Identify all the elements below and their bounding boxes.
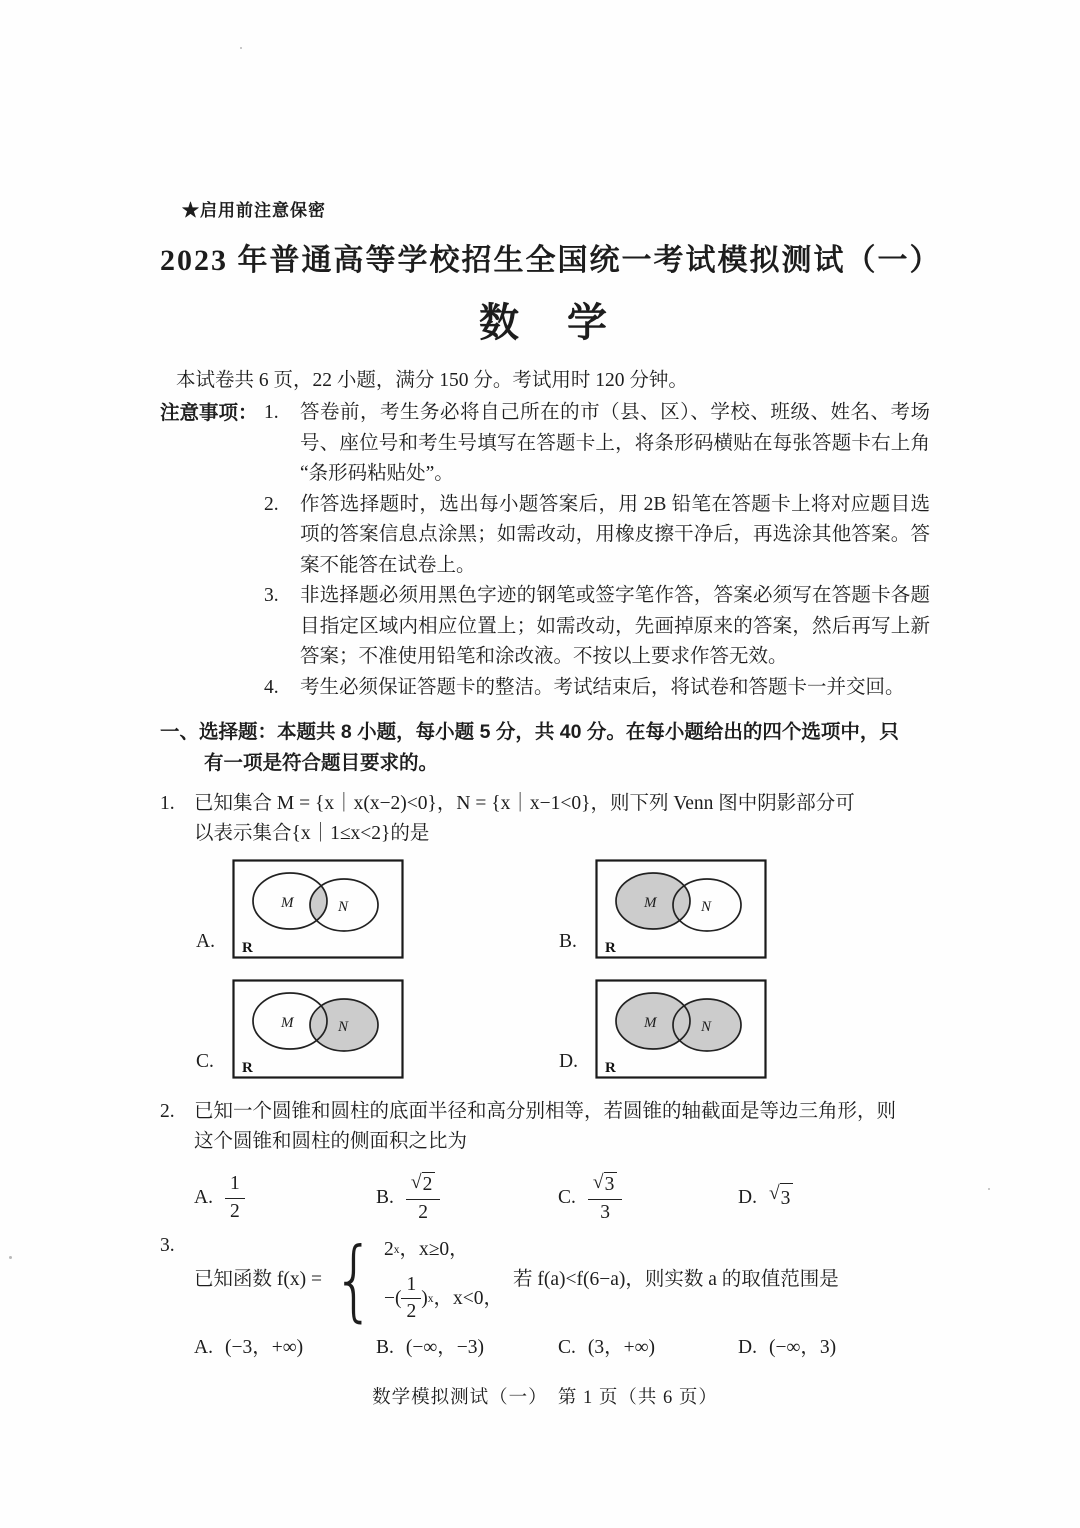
option-label: A. (194, 1187, 213, 1208)
option-label: C. (558, 1187, 576, 1208)
option-letter-d: D. (559, 1051, 578, 1072)
universe-label: R (242, 940, 253, 956)
radical-sign: √ (592, 1172, 604, 1194)
option-value: (3，+∞) (587, 1336, 656, 1358)
question-3-condition: 若 f(a)<f(6−a)，则实数 a 的取值范围是 (512, 1268, 839, 1290)
question-number: 1. (160, 793, 175, 814)
venn-option-d (559, 979, 922, 1079)
venn-diagram-d-union-shaded (595, 979, 767, 1079)
universe-label: R (605, 940, 616, 956)
question-3 (160, 1228, 930, 1363)
fraction-numerator: 1 (401, 1273, 421, 1299)
brace-icon: { (332, 1228, 375, 1332)
section-heading-line1: 一、选择题：本题共 8 小题，每小题 5 分，共 40 分。在每小题给出的四个选项中，只 (160, 721, 899, 743)
q2-option-d (738, 1183, 793, 1214)
set-m-label: M (281, 895, 294, 911)
question-1-line1: 已知集合 M = {x｜x(x−2)<0}，N = {x｜x−1<0}，则下列 Venn 图中阴影部分可 (194, 793, 855, 814)
set-n-label: N (338, 1019, 349, 1035)
fraction (588, 1171, 622, 1225)
case1-condition: ，x≥0， (399, 1239, 469, 1260)
note-number: 1. (264, 402, 279, 423)
question-2 (160, 1097, 930, 1229)
question-2-line1: 已知一个圆锥和圆柱的底面半径和高分别相等，若圆锥的轴截面是等边三角形，则 (194, 1101, 897, 1122)
venn-options-grid (160, 859, 930, 1079)
question-body (194, 1228, 930, 1332)
set-n-label: N (701, 899, 712, 915)
note-text: 作答选择题时，选出每小题答案后，用 2B 铅笔在答题卡上将对应题目选项的答案信息点涂黑；如需改动，用橡皮擦干净后，再选涂其他答案。答案不能答在试卷上。 (300, 493, 930, 576)
scan-speck (988, 1188, 990, 1190)
note-item-2 (160, 490, 930, 582)
scan-speck (240, 47, 242, 49)
option-label: C. (558, 1336, 576, 1358)
scan-speck (9, 1256, 12, 1259)
case1-base: 2 (383, 1239, 394, 1260)
security-notice: ★启用前注意保密 (182, 201, 326, 220)
question-3-options (160, 1333, 930, 1363)
venn-diagram-b-m-shaded (595, 859, 767, 959)
piecewise-cases (384, 1235, 503, 1325)
fraction-denominator: 2 (418, 1201, 428, 1223)
note-text: 答卷前，考生务必将自己所在的市（县、区）、学校、班级、姓名、考场号、座位号和考生号填写在答题卡上，将条形码横贴在每张答题卡右上角“条形码粘贴处”。 (300, 402, 930, 484)
note-text: 非选择题必须用黑色字迹的钢笔或签字笔作答，答案必须写在答题卡各题目指定区域内相应位置上；如需改动，先画掉原来的答案，然后再写上新答案；不准使用铅笔和涂改液。不按以上要求作答无效。 (300, 585, 930, 667)
option-label: B. (376, 1336, 394, 1358)
universe-label: R (605, 1060, 616, 1076)
q3-option-c (558, 1333, 738, 1363)
piecewise-case-2: −( $\frac{1}{2}$ ) x ，x<0， (384, 1273, 503, 1325)
question-2-options (160, 1167, 930, 1229)
fraction (401, 1273, 421, 1325)
q2-option-a (194, 1172, 376, 1224)
note-text: 考生必须保证答题卡的整洁。考试结束后，将试卷和答题卡一并交回。 (300, 676, 905, 698)
set-m-label: M (281, 1015, 294, 1031)
radical-expression (769, 1183, 793, 1214)
option-label: D. (738, 1336, 757, 1358)
note-number: 3. (264, 585, 279, 606)
option-label: A. (194, 1336, 213, 1358)
section-heading-line2: 有一项是符合题目要求的。 (204, 752, 439, 774)
option-value: (−∞，3) (768, 1336, 837, 1358)
page-footer: 数学模拟测试（一） 第 1 页（共 6 页） (372, 1387, 718, 1408)
note-item-1 (160, 398, 930, 490)
question-3-text (160, 1228, 930, 1332)
venn-diagram-a-intersection-shaded (232, 859, 404, 959)
q2-option-c (558, 1171, 738, 1225)
venn-diagram-c-n-shaded (232, 979, 404, 1079)
question-number: 3. (160, 1235, 175, 1256)
universe-label: R (242, 1060, 253, 1076)
question-body (194, 1097, 930, 1157)
question-body (194, 789, 930, 849)
case2-open: −( (383, 1287, 402, 1309)
radicand: 3 (604, 1172, 618, 1197)
piecewise-case-1: 2 x ，x≥0， (384, 1235, 503, 1265)
function-prefix: 已知函数 f(x) = (194, 1268, 322, 1290)
section-choice-heading (160, 717, 930, 779)
question-1-line2: 以表示集合{x｜1≤x<2}的是 (194, 823, 430, 844)
option-label: B. (376, 1187, 394, 1208)
fraction (225, 1172, 245, 1224)
q2-option-b (376, 1171, 558, 1225)
subject-title: 数 学 (479, 300, 611, 345)
question-number: 2. (160, 1101, 175, 1122)
venn-option-a (196, 859, 559, 959)
venn-option-c (196, 979, 559, 1079)
q3-option-b (376, 1333, 558, 1363)
option-label: D. (738, 1187, 757, 1208)
question-1 (160, 789, 930, 1079)
exam-info-line: 本试卷共 6 页，22 小题，满分 150 分。考试用时 120 分钟。 (176, 370, 688, 391)
option-letter-c: C. (196, 1051, 214, 1072)
case2-close: ) (421, 1287, 428, 1309)
note-number: 4. (264, 676, 279, 698)
set-m-label: M (644, 895, 657, 911)
venn-option-b (559, 859, 922, 959)
fraction-denominator: 3 (600, 1201, 610, 1223)
question-2-text (160, 1097, 930, 1157)
note-number: 2. (264, 493, 279, 515)
q3-option-a (194, 1333, 376, 1363)
case2-condition: ，x<0， (433, 1287, 503, 1309)
q3-option-d (738, 1333, 836, 1363)
radical-sign: √ (768, 1182, 780, 1204)
option-value: (−3，+∞) (224, 1336, 304, 1358)
option-letter-b: B. (559, 931, 577, 952)
piecewise-function (194, 1228, 930, 1332)
question-2-line2: 这个圆锥和圆柱的侧面积之比为 (194, 1131, 468, 1152)
set-n-label: N (701, 1019, 712, 1035)
fraction-numerator (406, 1171, 440, 1199)
notes-section (160, 398, 930, 703)
question-1-text (160, 789, 930, 849)
set-n-label: N (338, 899, 349, 915)
radicand: 3 (780, 1183, 794, 1214)
note-item-3 (160, 581, 930, 673)
set-m-label: M (644, 1015, 657, 1031)
fraction (406, 1171, 440, 1225)
note-item-4 (160, 673, 930, 704)
exam-title: 2023 年普通高等学校招生全国统一考试模拟测试（一） (160, 244, 942, 277)
fraction-numerator (588, 1171, 622, 1199)
fraction-numerator: 1 (225, 1172, 245, 1198)
option-value: (−∞，−3) (405, 1336, 485, 1358)
radical-sign: √ (410, 1172, 422, 1194)
fraction-denominator: 2 (406, 1301, 417, 1323)
option-letter-a: A. (196, 931, 215, 952)
radicand: 2 (422, 1172, 436, 1197)
fraction-denominator: 2 (229, 1200, 240, 1222)
notes-label: 注意事项： (160, 402, 258, 424)
